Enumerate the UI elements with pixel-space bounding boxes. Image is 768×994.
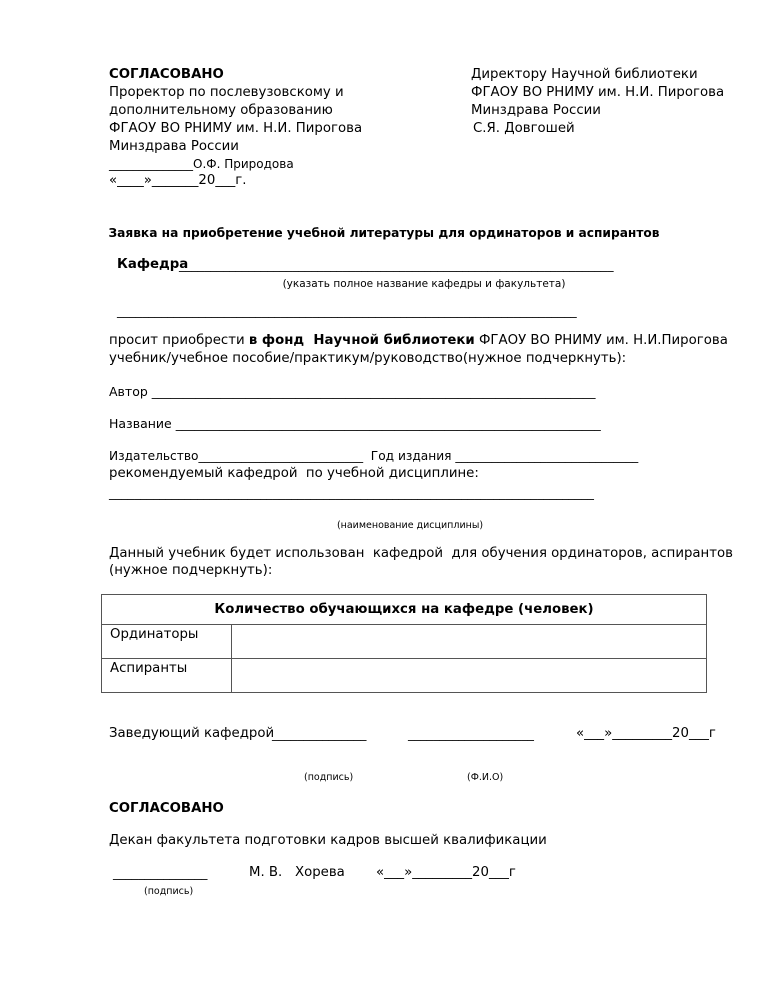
- recommended-label: рекомендуемый кафедрой по учебной дисциплине:: [109, 466, 479, 481]
- dean-heading: СОГЛАСОВАНО: [109, 801, 224, 816]
- name-field: Название ____________________________________________________________________: [109, 416, 601, 431]
- table-row: [102, 659, 707, 693]
- department-hint: (указать полное название кафедры и факультета): [282, 278, 566, 290]
- approval-heading: СОГЛАСОВАНО: [109, 67, 224, 82]
- table-row: [102, 625, 707, 659]
- request-suffix: ФГАОУ ВО РНИМУ им. Н.И.Пирогова: [474, 333, 728, 348]
- head-sign-line: _______________: [272, 726, 367, 741]
- discipline-hint: (наименование дисциплины): [336, 520, 484, 531]
- dean-title: Декан факультета подготовки кадров высшей квалификации: [109, 833, 547, 848]
- publisher-year-field: Издательство___________________________ Год издания ______________________________: [109, 449, 639, 463]
- row-value-postgraduates[interactable]: [232, 659, 707, 693]
- head-name-hint: (Ф.И.О): [467, 772, 504, 783]
- row-value-residents[interactable]: [232, 625, 707, 659]
- department-line: _____________________________________________________________________: [175, 257, 614, 272]
- head-sign-hint: (подпись): [304, 772, 354, 783]
- head-date: «___»_________20___г: [576, 726, 716, 741]
- dean-date: «___»_________20___г: [376, 865, 516, 880]
- dean-sign-hint: (подпись): [144, 886, 194, 897]
- addressee-line-4: С.Я. Довгошей: [473, 121, 575, 136]
- document-title: Заявка на приобретение учебной литературы для ординаторов и аспирантов: [108, 226, 660, 240]
- approval-date: «____»_______20___г.: [109, 173, 247, 188]
- row-label-postgraduates: Аспиранты: [102, 659, 232, 693]
- approval-line-4: Минздрава России: [109, 139, 239, 154]
- request-bold-part: в фонд Научной библиотеки: [248, 333, 475, 348]
- request-prefix: просит приобрести: [109, 333, 249, 348]
- addressee-line-1: Директору Научной библиотеки: [471, 67, 698, 82]
- students-count-table: [101, 594, 707, 693]
- dean-sign-line: _______________: [113, 865, 208, 880]
- dean-name: М. В. Хорева: [249, 865, 345, 880]
- request-line-1: [109, 332, 728, 350]
- author-field: Автор _______________________________________________________________________: [109, 384, 596, 399]
- department-label: Кафедра: [117, 257, 189, 272]
- usage-line-1: Данный учебник будет использован кафедрой для обучения ординаторов, аспирантов: [109, 546, 733, 561]
- approval-line-3: ФГАОУ ВО РНИМУ им. Н.И. Пирогова: [109, 121, 363, 136]
- request-line-2: учебник/учебное пособие/практикум/руководство(нужное подчеркнуть):: [109, 351, 627, 366]
- approval-line-1: Проректор по послевузовскому и: [109, 85, 344, 100]
- discipline-line: _____________________________________________________________________________: [109, 485, 594, 500]
- table-header: Количество обучающихся на кафедре (человек): [102, 595, 707, 625]
- department-second-line: _________________________________________________________________________: [117, 303, 577, 318]
- approval-signature: ______________О.Ф. Природова: [109, 157, 294, 171]
- row-label-residents: Ординаторы: [102, 625, 232, 659]
- usage-line-2: (нужное подчеркнуть):: [109, 563, 273, 578]
- addressee-line-2: ФГАОУ ВО РНИМУ им. Н.И. Пирогова: [471, 85, 725, 100]
- approval-line-2: дополнительному образованию: [109, 103, 333, 118]
- head-label: Заведующий кафедрой: [109, 726, 275, 741]
- addressee-line-3: Минздрава России: [471, 103, 601, 118]
- head-name-line: ____________________: [408, 726, 534, 741]
